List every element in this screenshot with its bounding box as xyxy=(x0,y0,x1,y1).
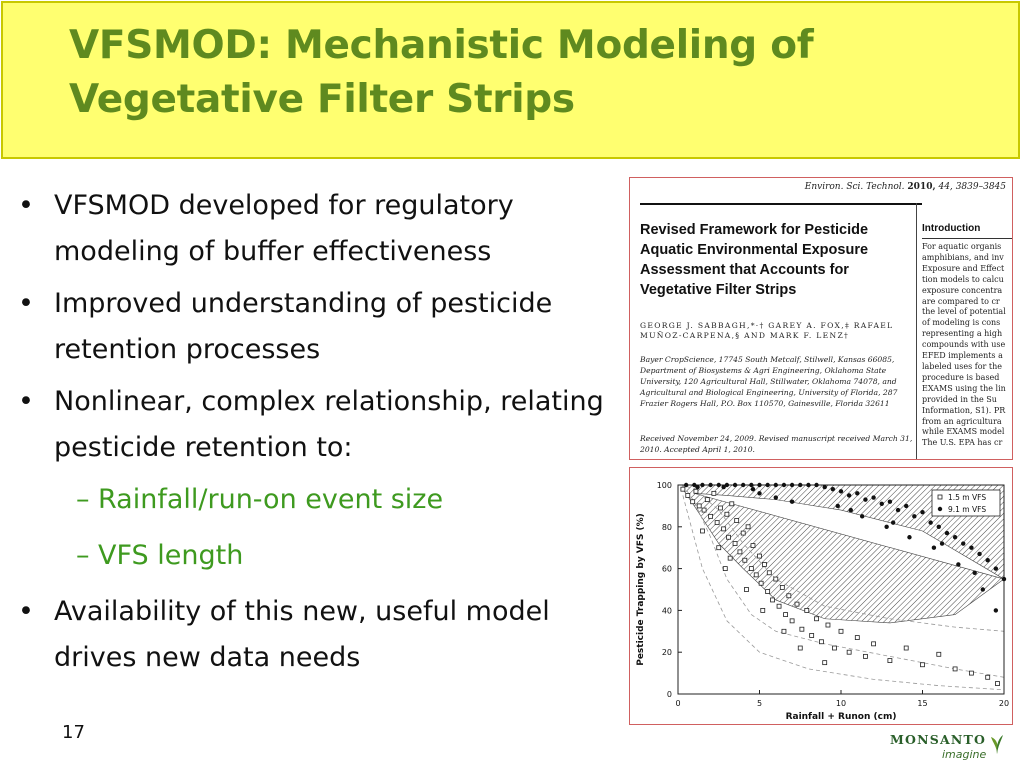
data-point-1-5m xyxy=(855,636,859,640)
data-point-9-1m xyxy=(721,485,725,489)
intro-line: exposure concentra xyxy=(922,285,1003,295)
data-point-1-5m xyxy=(694,489,698,493)
data-point-1-5m xyxy=(709,514,713,518)
data-point-9-1m xyxy=(839,489,843,493)
journal-name: Environ. Sci. Technol. xyxy=(804,182,905,192)
intro-line: procedure is based xyxy=(922,372,1000,382)
bullet-dot: • xyxy=(18,190,34,221)
data-point-9-1m xyxy=(774,483,778,487)
x-tick-label: 0 xyxy=(675,699,681,708)
data-point-1-5m xyxy=(953,667,957,671)
data-point-9-1m xyxy=(757,491,761,495)
bullet-item xyxy=(18,183,618,275)
legend-label-1-5m: 1.5 m VFS xyxy=(948,493,987,502)
data-point-9-1m xyxy=(891,520,895,524)
data-point-1-5m xyxy=(921,663,925,667)
data-point-1-5m xyxy=(758,554,762,558)
data-point-1-5m xyxy=(697,504,701,508)
x-tick-label: 20 xyxy=(998,699,1010,708)
legend-marker-9-1m xyxy=(938,507,942,511)
data-point-1-5m xyxy=(774,577,778,581)
data-point-1-5m xyxy=(969,671,973,675)
data-point-1-5m xyxy=(681,487,685,491)
data-point-9-1m xyxy=(700,483,704,487)
data-point-9-1m xyxy=(920,510,924,514)
sub-bullet-dash: – xyxy=(76,484,90,515)
data-point-1-5m xyxy=(751,544,755,548)
data-point-9-1m xyxy=(871,495,875,499)
sub-bullet-item xyxy=(18,533,618,579)
data-point-9-1m xyxy=(994,566,998,570)
data-point-1-5m xyxy=(790,619,794,623)
data-point-1-5m xyxy=(787,594,791,598)
slide-number: 17 xyxy=(62,722,85,743)
data-point-1-5m xyxy=(754,573,758,577)
data-point-9-1m xyxy=(790,483,794,487)
data-point-1-5m xyxy=(715,521,719,525)
data-point-1-5m xyxy=(738,550,742,554)
data-point-9-1m xyxy=(695,485,699,489)
data-point-1-5m xyxy=(746,525,750,529)
intro-line: from an agricultura xyxy=(922,416,1002,426)
journal-year: 2010, xyxy=(907,182,936,192)
data-point-1-5m xyxy=(766,590,770,594)
title-banner xyxy=(1,1,1020,159)
bullet-text: Nonlinear, complex relationship, relating pesticide retention to: xyxy=(54,386,604,463)
data-point-1-5m xyxy=(782,629,786,633)
journal-pages: 3839–3845 xyxy=(955,182,1006,192)
y-tick-label: 60 xyxy=(661,564,672,574)
data-point-9-1m xyxy=(847,493,851,497)
data-point-9-1m xyxy=(733,483,737,487)
data-point-9-1m xyxy=(751,487,755,491)
data-point-1-5m xyxy=(691,500,695,504)
bullet-item xyxy=(18,589,618,681)
data-point-1-5m xyxy=(744,588,748,592)
column-divider xyxy=(916,203,917,460)
data-point-1-5m xyxy=(723,567,727,571)
data-point-1-5m xyxy=(937,652,941,656)
intro-line: while EXAMS model xyxy=(922,427,1005,437)
bullet-text: Availability of this new, useful model drives new data needs xyxy=(54,596,550,673)
data-point-1-5m xyxy=(686,493,690,497)
data-point-9-1m xyxy=(782,483,786,487)
data-point-9-1m xyxy=(741,483,745,487)
intro-line: For aquatic organis xyxy=(922,242,1002,251)
data-point-1-5m xyxy=(725,512,729,516)
data-point-1-5m xyxy=(735,519,739,523)
data-point-9-1m xyxy=(749,483,753,487)
intro-line: labeled uses for the xyxy=(922,361,1003,371)
data-point-1-5m xyxy=(727,535,731,539)
data-point-9-1m xyxy=(836,504,840,508)
paper-affiliations: Bayer CropScience, 17745 South Metcalf, Stilwell, Kansas 66085, Department of Biosystems & Agri Engineering, Oklahoma State University, 120 Agricultural Hall, Stillwater, Oklahoma 74078, and Agricultural and Biological Engineering, University of Florida, 287 Frazier Rogers Hall, P.O. Box 110570, Gainesville, Florida 32611 xyxy=(640,355,898,408)
bullet-item xyxy=(18,281,618,373)
data-point-9-1m xyxy=(986,558,990,562)
logo-name: MONSANTO xyxy=(890,732,987,747)
journal-volume: 44, xyxy=(938,182,953,192)
data-point-1-5m xyxy=(712,491,716,495)
data-point-9-1m xyxy=(969,546,973,550)
bullet-item xyxy=(18,379,618,471)
data-point-1-5m xyxy=(805,608,809,612)
intro-line: representing a high xyxy=(922,329,1003,339)
data-point-1-5m xyxy=(761,608,765,612)
header-rule xyxy=(640,203,922,205)
data-point-1-5m xyxy=(800,627,804,631)
intro-line: tion models to calcu xyxy=(922,274,1004,284)
data-point-9-1m xyxy=(717,483,721,487)
trapping-chart xyxy=(629,467,1013,725)
data-point-9-1m xyxy=(937,525,941,529)
data-point-9-1m xyxy=(860,514,864,518)
intro-line: the level of potential xyxy=(922,307,1006,317)
data-point-9-1m xyxy=(849,508,853,512)
data-point-9-1m xyxy=(981,587,985,591)
data-point-9-1m xyxy=(855,491,859,495)
data-point-1-5m xyxy=(743,558,747,562)
data-point-1-5m xyxy=(995,682,999,686)
bullet-list xyxy=(18,183,618,687)
x-tick-label: 15 xyxy=(917,699,928,708)
data-point-9-1m xyxy=(961,541,965,545)
data-point-9-1m xyxy=(928,520,932,524)
data-point-9-1m xyxy=(994,608,998,612)
data-point-1-5m xyxy=(717,546,721,550)
data-point-1-5m xyxy=(780,585,784,589)
paper-received: Received November 24, 2009. Revised manuscript received March 31, 2010. Accepted April 1, 2010. xyxy=(640,434,913,454)
y-tick-label: 80 xyxy=(661,522,672,532)
y-tick-label: 100 xyxy=(656,481,672,490)
data-point-1-5m xyxy=(771,598,775,602)
data-point-1-5m xyxy=(847,650,851,654)
x-axis-label: Rainfall + Runon (cm) xyxy=(785,712,897,722)
monsanto-logo xyxy=(890,732,1010,764)
y-tick-label: 0 xyxy=(666,690,672,699)
data-point-9-1m xyxy=(912,514,916,518)
intro-line: amphibians, and inv xyxy=(922,252,1004,262)
data-point-9-1m xyxy=(790,500,794,504)
data-point-9-1m xyxy=(814,483,818,487)
intro-line: EXAMS using the lin xyxy=(922,383,1006,393)
paper-title: Revised Framework for Pesticide Aquatic Environmental Exposure Assessment that Accounts for Vegetative Filter Strips xyxy=(640,222,869,298)
data-point-9-1m xyxy=(907,535,911,539)
data-point-1-5m xyxy=(700,529,704,533)
data-point-1-5m xyxy=(728,556,732,560)
data-point-1-5m xyxy=(826,623,830,627)
data-point-9-1m xyxy=(956,562,960,566)
sub-bullet-dash: – xyxy=(76,540,90,571)
data-point-1-5m xyxy=(718,506,722,510)
slide-title: VFSMOD: Mechanistic Modeling of Vegetative Filter Strips xyxy=(69,23,814,122)
leaf-icon xyxy=(990,733,1004,755)
y-tick-label: 20 xyxy=(661,648,672,658)
data-point-9-1m xyxy=(904,504,908,508)
intro-line: Information, S1). PR xyxy=(922,405,1006,415)
intro-text xyxy=(922,242,1013,449)
data-point-9-1m xyxy=(757,483,761,487)
data-point-1-5m xyxy=(888,659,892,663)
legend-label-9-1m: 9.1 m VFS xyxy=(948,505,987,514)
bullet-text: VFSMOD developed for regulatory modeling of buffer effectiveness xyxy=(54,190,514,267)
data-point-1-5m xyxy=(767,571,771,575)
data-point-1-5m xyxy=(904,646,908,650)
data-point-9-1m xyxy=(953,535,957,539)
intro-line: compounds with use xyxy=(922,340,1006,350)
intro-line: Exposure and Effect xyxy=(922,263,1005,273)
bullet-text: Improved understanding of pesticide retention processes xyxy=(54,288,553,365)
chart-svg xyxy=(630,468,1012,724)
data-point-1-5m xyxy=(819,640,823,644)
data-point-1-5m xyxy=(759,581,763,585)
data-point-9-1m xyxy=(684,483,688,487)
intro-line: are compared to cr xyxy=(922,296,1000,306)
data-point-1-5m xyxy=(863,654,867,658)
data-point-9-1m xyxy=(977,552,981,556)
data-point-9-1m xyxy=(972,571,976,575)
data-point-1-5m xyxy=(798,646,802,650)
data-point-1-5m xyxy=(839,629,843,633)
bullet-dot: • xyxy=(18,288,34,319)
data-point-9-1m xyxy=(896,508,900,512)
data-point-1-5m xyxy=(722,527,726,531)
data-point-1-5m xyxy=(832,646,836,650)
data-point-9-1m xyxy=(765,483,769,487)
x-tick-label: 10 xyxy=(835,699,847,708)
paper-authors: GEORGE J. SABBAGH,*·† GAREY A. FOX,‡ RAFAEL MUÑOZ-CARPENA,§ AND MARK F. LENZ† xyxy=(640,321,894,340)
bullet-dot: • xyxy=(18,596,34,627)
logo-tagline: imagine xyxy=(942,748,987,761)
data-point-1-5m xyxy=(702,508,706,512)
data-point-9-1m xyxy=(806,483,810,487)
legend-marker-1-5m xyxy=(938,495,942,499)
data-point-1-5m xyxy=(986,675,990,679)
sub-bullet-text: Rainfall/run-on event size xyxy=(98,484,444,515)
x-tick-label: 5 xyxy=(756,699,763,708)
data-point-9-1m xyxy=(831,487,835,491)
data-point-1-5m xyxy=(749,567,753,571)
data-point-1-5m xyxy=(823,661,827,665)
data-point-9-1m xyxy=(888,500,892,504)
intro-line: EFED implements a xyxy=(922,351,1003,361)
data-point-1-5m xyxy=(815,617,819,621)
data-point-9-1m xyxy=(798,483,802,487)
data-point-1-5m xyxy=(730,502,734,506)
sub-bullet-text: VFS length xyxy=(98,540,244,571)
data-point-1-5m xyxy=(795,602,799,606)
journal-citation xyxy=(805,182,1006,192)
data-point-9-1m xyxy=(774,495,778,499)
data-point-9-1m xyxy=(1002,577,1006,581)
intro-line: The U.S. EPA has cr xyxy=(922,438,1003,448)
intro-rule xyxy=(922,238,1013,239)
data-point-9-1m xyxy=(945,531,949,535)
data-point-9-1m xyxy=(823,485,827,489)
data-point-9-1m xyxy=(940,541,944,545)
data-point-1-5m xyxy=(733,542,737,546)
data-point-9-1m xyxy=(708,483,712,487)
intro-line: provided in the Su xyxy=(922,394,997,404)
intro-heading: Introduction xyxy=(922,223,981,234)
data-point-1-5m xyxy=(762,562,766,566)
data-point-1-5m xyxy=(872,642,876,646)
bullet-dot: • xyxy=(18,386,34,417)
data-point-1-5m xyxy=(705,498,709,502)
sub-bullet-item xyxy=(18,477,618,523)
paper-excerpt-image xyxy=(629,177,1013,460)
data-point-9-1m xyxy=(932,546,936,550)
data-point-9-1m xyxy=(863,497,867,501)
intro-line: of modeling is cons xyxy=(922,318,1001,328)
y-axis-label: Pesticide Trapping by VFS (%) xyxy=(636,513,646,666)
data-point-1-5m xyxy=(810,633,814,637)
data-point-1-5m xyxy=(777,604,781,608)
data-point-1-5m xyxy=(784,613,788,617)
y-tick-label: 40 xyxy=(661,606,672,616)
data-point-9-1m xyxy=(880,502,884,506)
data-point-9-1m xyxy=(884,525,888,529)
data-point-1-5m xyxy=(741,531,745,535)
